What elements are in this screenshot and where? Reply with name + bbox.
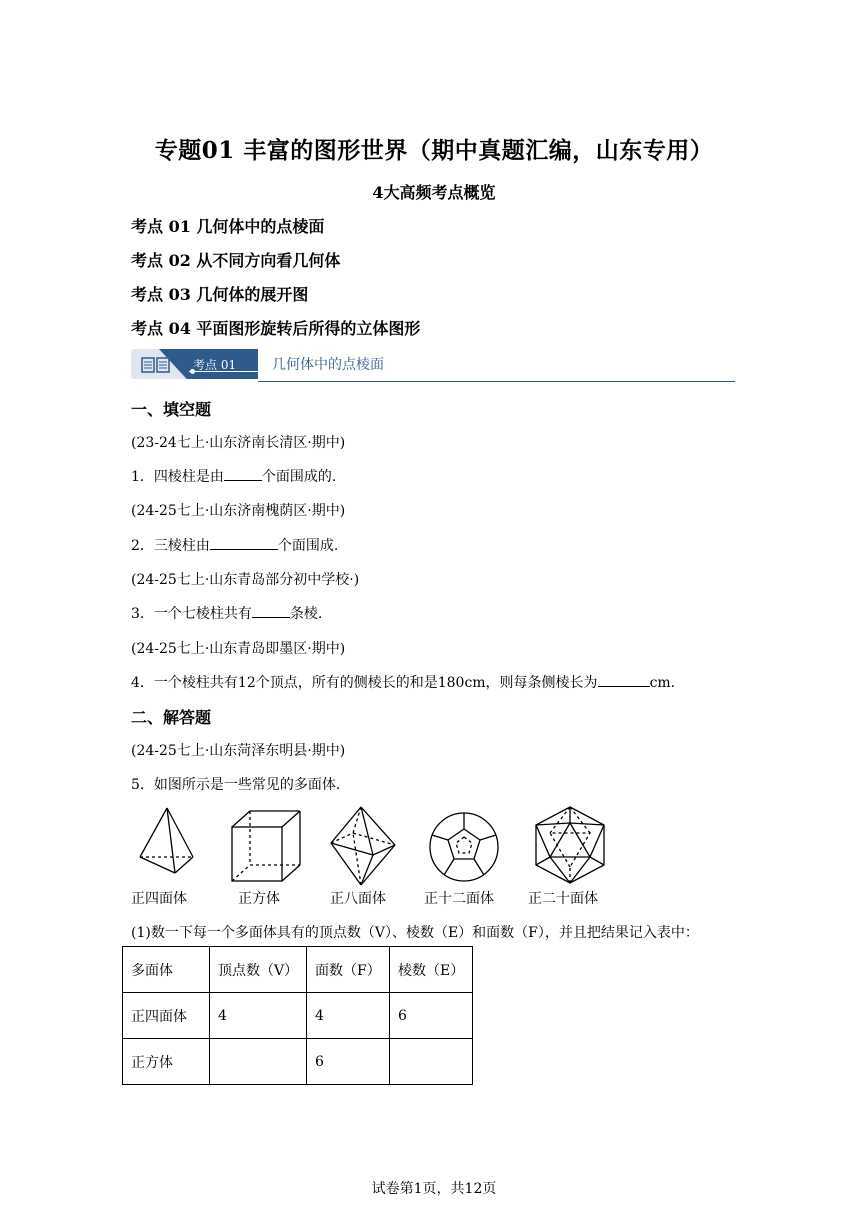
label-dodecahedron: 正十二面体 <box>424 891 494 907</box>
table-cell: 正方体 <box>123 1039 210 1085</box>
table-header: 面数（F） <box>307 947 390 993</box>
q2-text-before: 2．三棱柱由 <box>131 538 210 554</box>
q4-answer-blank[interactable] <box>598 672 650 687</box>
table-cell: 6 <box>390 993 473 1039</box>
q3-source: (24-25七上·山东青岛部分初中学校·) <box>131 572 360 588</box>
banner-tag: 考点 01 <box>193 358 237 372</box>
label-tetrahedron: 正四面体 <box>131 891 187 907</box>
q1-text-before: 1．四棱柱是由 <box>131 469 224 485</box>
q4-text-after: cm. <box>649 675 676 691</box>
q3-text-before: 3．一个七棱柱共有 <box>131 606 252 622</box>
label-icosahedron: 正二十面体 <box>528 891 598 907</box>
page-title: 专题01 丰富的图形世界（期中真题汇编，山东专用） <box>154 137 714 164</box>
q4-source: (24-25七上·山东青岛即墨区·期中) <box>131 641 346 657</box>
table-header: 顶点数（V） <box>210 947 307 993</box>
book-icon <box>141 357 171 373</box>
q1-answer-blank[interactable] <box>224 466 262 481</box>
octahedron-figure <box>327 805 399 887</box>
table-cell: 正四面体 <box>123 993 210 1039</box>
table-header-row <box>123 947 473 993</box>
table-header: 多面体 <box>123 947 210 993</box>
cube-figure <box>228 805 304 885</box>
q3-answer-blank[interactable] <box>252 603 290 618</box>
question-4 <box>131 672 675 692</box>
label-octahedron: 正八面体 <box>330 891 386 907</box>
label-cube: 正方体 <box>238 891 280 907</box>
tetrahedron-figure <box>137 805 197 885</box>
question-1 <box>131 466 336 486</box>
table-cell-input[interactable] <box>390 1039 473 1085</box>
polyhedra-table <box>122 946 473 1085</box>
table-cell-input[interactable] <box>210 1039 307 1085</box>
table-cell: 6 <box>307 1039 390 1085</box>
question-3 <box>131 603 322 623</box>
icosahedron-figure <box>528 805 612 885</box>
dodecahedron-figure <box>428 805 500 885</box>
q2-source: (24-25七上·山东济南槐荫区·期中) <box>131 503 346 519</box>
section-answer: 二、解答题 <box>131 708 212 727</box>
q5-source: (24-25七上·山东菏泽东明县·期中) <box>131 743 346 759</box>
q4-text-before: 4．一个棱柱共有12个顶点，所有的侧棱长的和是180cm，则每条侧棱长为 <box>131 675 598 691</box>
page-footer: 试卷第1页，共12页 <box>371 1181 497 1197</box>
table-row <box>123 1039 473 1085</box>
table-cell: 4 <box>210 993 307 1039</box>
page-subtitle: 4大高频考点概览 <box>372 183 496 202</box>
topic-3: 考点 03 几何体的展开图 <box>131 285 309 304</box>
q2-text-after: 个面围成. <box>277 538 339 554</box>
topic-banner <box>131 349 735 385</box>
table-header: 棱数（E） <box>390 947 473 993</box>
topic-2: 考点 02 从不同方向看几何体 <box>131 251 341 270</box>
q5-part-1: (1)数一下每一个多面体具有的顶点数（V）、棱数（E）和面数（F），并且把结果记入表中： <box>131 925 699 941</box>
table-row <box>123 993 473 1039</box>
banner-text: 几何体中的点棱面 <box>272 357 384 373</box>
banner-rule <box>258 381 735 382</box>
q1-text-after: 个面围成的. <box>261 469 337 485</box>
question-5: 5．如图所示是一些常见的多面体. <box>131 777 341 793</box>
q2-answer-blank[interactable] <box>210 535 278 550</box>
question-2 <box>131 535 338 555</box>
section-fill-blank: 一、填空题 <box>131 400 212 419</box>
table-cell: 4 <box>307 993 390 1039</box>
q3-text-after: 条棱. <box>289 606 323 622</box>
topic-4: 考点 04 平面图形旋转后所得的立体图形 <box>131 319 421 338</box>
q1-source: (23-24七上·山东济南长清区·期中) <box>131 435 346 451</box>
topic-1: 考点 01 几何体中的点棱面 <box>131 217 325 236</box>
